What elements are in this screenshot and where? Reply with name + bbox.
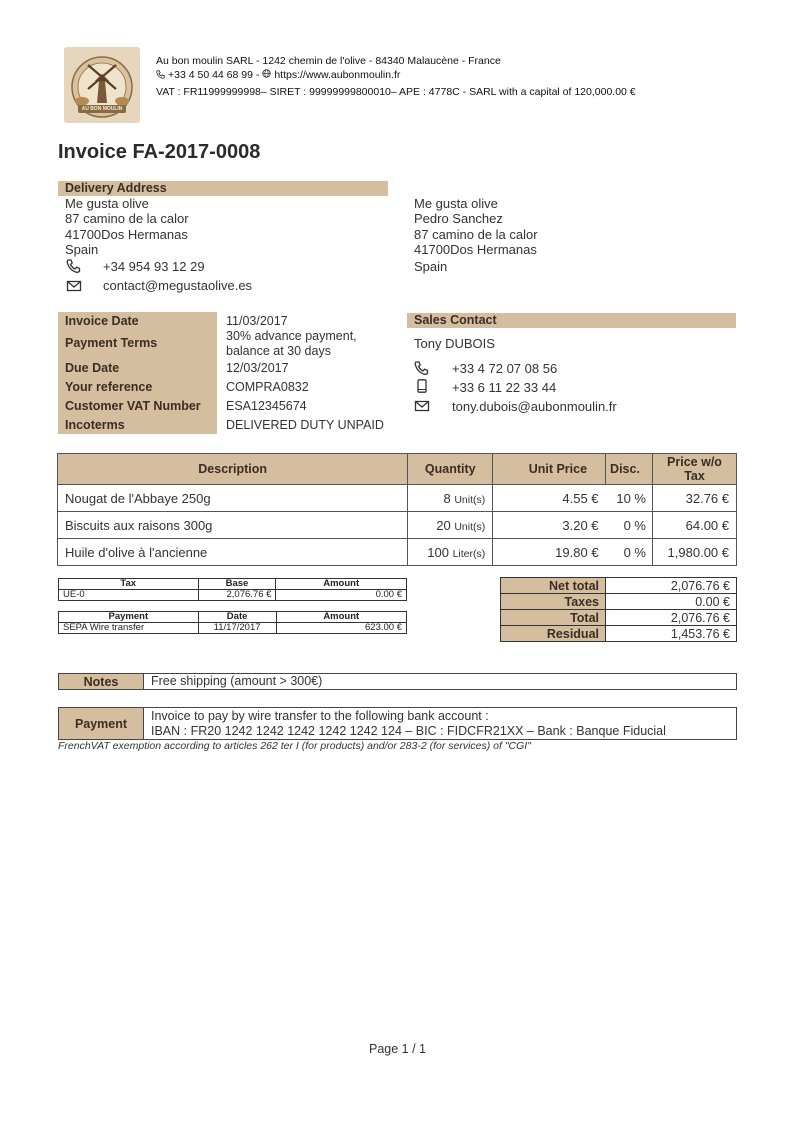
- envelope-icon: [66, 279, 82, 293]
- table-row: [59, 623, 407, 634]
- payment-amount: 623.00 €: [276, 623, 406, 634]
- tax-col-tax: Tax: [59, 579, 199, 590]
- line-description: Nougat de l'Abbaye 250g: [58, 485, 408, 512]
- delivery-name: Me gusta olive: [65, 196, 149, 211]
- line-discount: 0 %: [606, 512, 653, 539]
- tax-col-base: Base: [198, 579, 276, 590]
- line-total: 64.00 €: [653, 512, 737, 539]
- due-date: 12/03/2017: [226, 361, 289, 375]
- phone-icon: [414, 361, 430, 375]
- tax-base: 2,076.76 €: [198, 590, 276, 601]
- net-total: 2,076.76 €: [606, 578, 737, 594]
- invoice-title: Invoice FA-2017-0008: [58, 141, 261, 163]
- table-row: [58, 485, 737, 512]
- payment-info-label: Payment: [59, 708, 144, 739]
- line-discount: 0 %: [606, 539, 653, 566]
- tax-table: [58, 578, 407, 601]
- incoterms: DELIVERED DUTY UNPAID: [226, 418, 384, 432]
- vat-label: Customer VAT Number: [65, 399, 201, 413]
- net-total-label: Net total: [501, 578, 606, 594]
- billing-contact: Pedro Sanchez: [414, 211, 503, 226]
- delivery-country: Spain: [65, 242, 99, 257]
- sales-contact-mobile: +33 6 11 22 33 44: [452, 380, 557, 395]
- invoice-date: 11/03/2017: [226, 314, 288, 328]
- payments-col-amount: Amount: [276, 612, 406, 623]
- payment-terms-label: Payment Terms: [65, 336, 158, 350]
- envelope-icon: [414, 399, 430, 413]
- sales-contact-name: Tony DUBOIS: [414, 336, 495, 351]
- payment-info-box: [58, 707, 737, 740]
- delivery-city: 41700Dos Hermanas: [65, 227, 188, 242]
- billing-company: Me gusta olive: [414, 196, 498, 211]
- due-date-label: Due Date: [65, 361, 120, 375]
- line-description: Biscuits aux raisons 300g: [58, 512, 408, 539]
- table-row: [58, 539, 737, 566]
- page-number: Page 1 / 1: [369, 1042, 426, 1056]
- billing-city: 41700Dos Hermanas: [414, 242, 537, 257]
- invoice-lines-table: [57, 453, 737, 566]
- totals-row-taxes: [501, 594, 737, 610]
- totals-row-net: [501, 578, 737, 594]
- sales-contact-email[interactable]: tony.dubois@aubonmoulin.fr: [452, 399, 617, 414]
- reference: COMPRA0832: [226, 380, 309, 394]
- vat-number: ESA12345674: [226, 399, 307, 413]
- tax-header-row: [59, 579, 407, 590]
- totals-table: [500, 577, 737, 642]
- payment-info-line2: IBAN : FR20 1242 1242 1242 1242 1242 124 – BIC : FIDCFR21XX – Bank : Banque Fiducial: [151, 724, 666, 738]
- table-row: [58, 512, 737, 539]
- delivery-email[interactable]: contact@megustaolive.es: [103, 278, 253, 293]
- mobile-phone-icon: [414, 379, 430, 393]
- globe-icon: [262, 69, 271, 78]
- payment-method: SEPA Wire transfer: [59, 623, 199, 634]
- delivery-heading: Delivery Address: [58, 181, 388, 196]
- taxes: 0.00 €: [606, 594, 737, 610]
- totals-row-total: [501, 610, 737, 626]
- payments-header-row: [59, 612, 407, 623]
- col-quantity: Quantity: [408, 454, 493, 485]
- col-total: Price w/o Tax: [653, 454, 737, 485]
- sales-contact-heading: Sales Contact: [407, 313, 736, 328]
- payment-terms-line2: balance at 30 days: [226, 344, 331, 358]
- line-quantity: 8 Unit(s): [408, 485, 493, 512]
- total-label: Total: [501, 610, 606, 626]
- tax-code: UE-0: [59, 590, 199, 601]
- notes-text: Free shipping (amount > 300€): [151, 674, 323, 688]
- company-legal: VAT : FR11999999998– SIRET : 99999999800010– APE : 4778C - SARL with a capital of 120,000.00 €: [156, 86, 636, 98]
- billing-street: 87 camino de la calor: [414, 227, 538, 242]
- line-discount: 10 %: [606, 485, 653, 512]
- logo-text: AU BON MOULIN: [81, 106, 123, 112]
- tax-amount: 0.00 €: [276, 590, 407, 601]
- col-description: Description: [58, 454, 408, 485]
- company-address: Au bon moulin SARL - 1242 chemin de l'olive - 84340 Malaucène - France: [156, 55, 501, 67]
- col-unit-price: Unit Price: [493, 454, 606, 485]
- totals-row-residual: [501, 626, 737, 642]
- total: 2,076.76 €: [606, 610, 737, 626]
- residual: 1,453.76 €: [606, 626, 737, 642]
- tax-col-amount: Amount: [276, 579, 407, 590]
- table-row: [59, 590, 407, 601]
- line-unit-price: 3.20 €: [493, 512, 606, 539]
- line-description: Huile d'olive à l'ancienne: [58, 539, 408, 566]
- payment-terms-line1: 30% advance payment,: [226, 329, 357, 343]
- residual-label: Residual: [501, 626, 606, 642]
- incoterms-label: Incoterms: [65, 418, 125, 432]
- phone-icon: [66, 259, 82, 273]
- notes-box: [58, 673, 737, 690]
- company-phone: +33 4 50 44 68 99: [168, 69, 253, 81]
- line-total: 32.76 €: [653, 485, 737, 512]
- payment-date: 11/17/2017: [198, 623, 276, 634]
- company-website[interactable]: https://www.aubonmoulin.fr: [274, 69, 401, 81]
- sales-contact-phone: +33 4 72 07 08 56: [452, 361, 558, 376]
- payments-table: [58, 611, 407, 634]
- table-header-row: [58, 454, 737, 485]
- payments-col-date: Date: [198, 612, 276, 623]
- line-quantity: 20 Unit(s): [408, 512, 493, 539]
- company-contact-line: +33 4 50 44 68 99 - https://www.aubonmoulin.fr: [156, 69, 400, 81]
- payment-info-line1: Invoice to pay by wire transfer to the following bank account :: [151, 709, 489, 723]
- line-unit-price: 19.80 €: [493, 539, 606, 566]
- notes-label: Notes: [59, 674, 144, 689]
- company-logo: [64, 47, 140, 123]
- line-total: 1,980.00 €: [653, 539, 737, 566]
- billing-country: Spain: [414, 259, 448, 274]
- col-discount: Disc.: [606, 454, 653, 485]
- reference-label: Your reference: [65, 380, 153, 394]
- line-unit-price: 4.55 €: [493, 485, 606, 512]
- vat-exemption-note: FrenchVAT exemption according to articles 262 ter I (for products) and/or 283-2 (for services) of "CGI": [58, 740, 531, 752]
- delivery-street: 87 camino de la calor: [65, 211, 189, 226]
- phone-icon: [156, 70, 165, 79]
- delivery-phone: +34 954 93 12 29: [103, 259, 205, 274]
- taxes-label: Taxes: [501, 594, 606, 610]
- line-quantity: 100 Liter(s): [408, 539, 493, 566]
- invoice-date-label: Invoice Date: [65, 314, 139, 328]
- payments-col-payment: Payment: [59, 612, 199, 623]
